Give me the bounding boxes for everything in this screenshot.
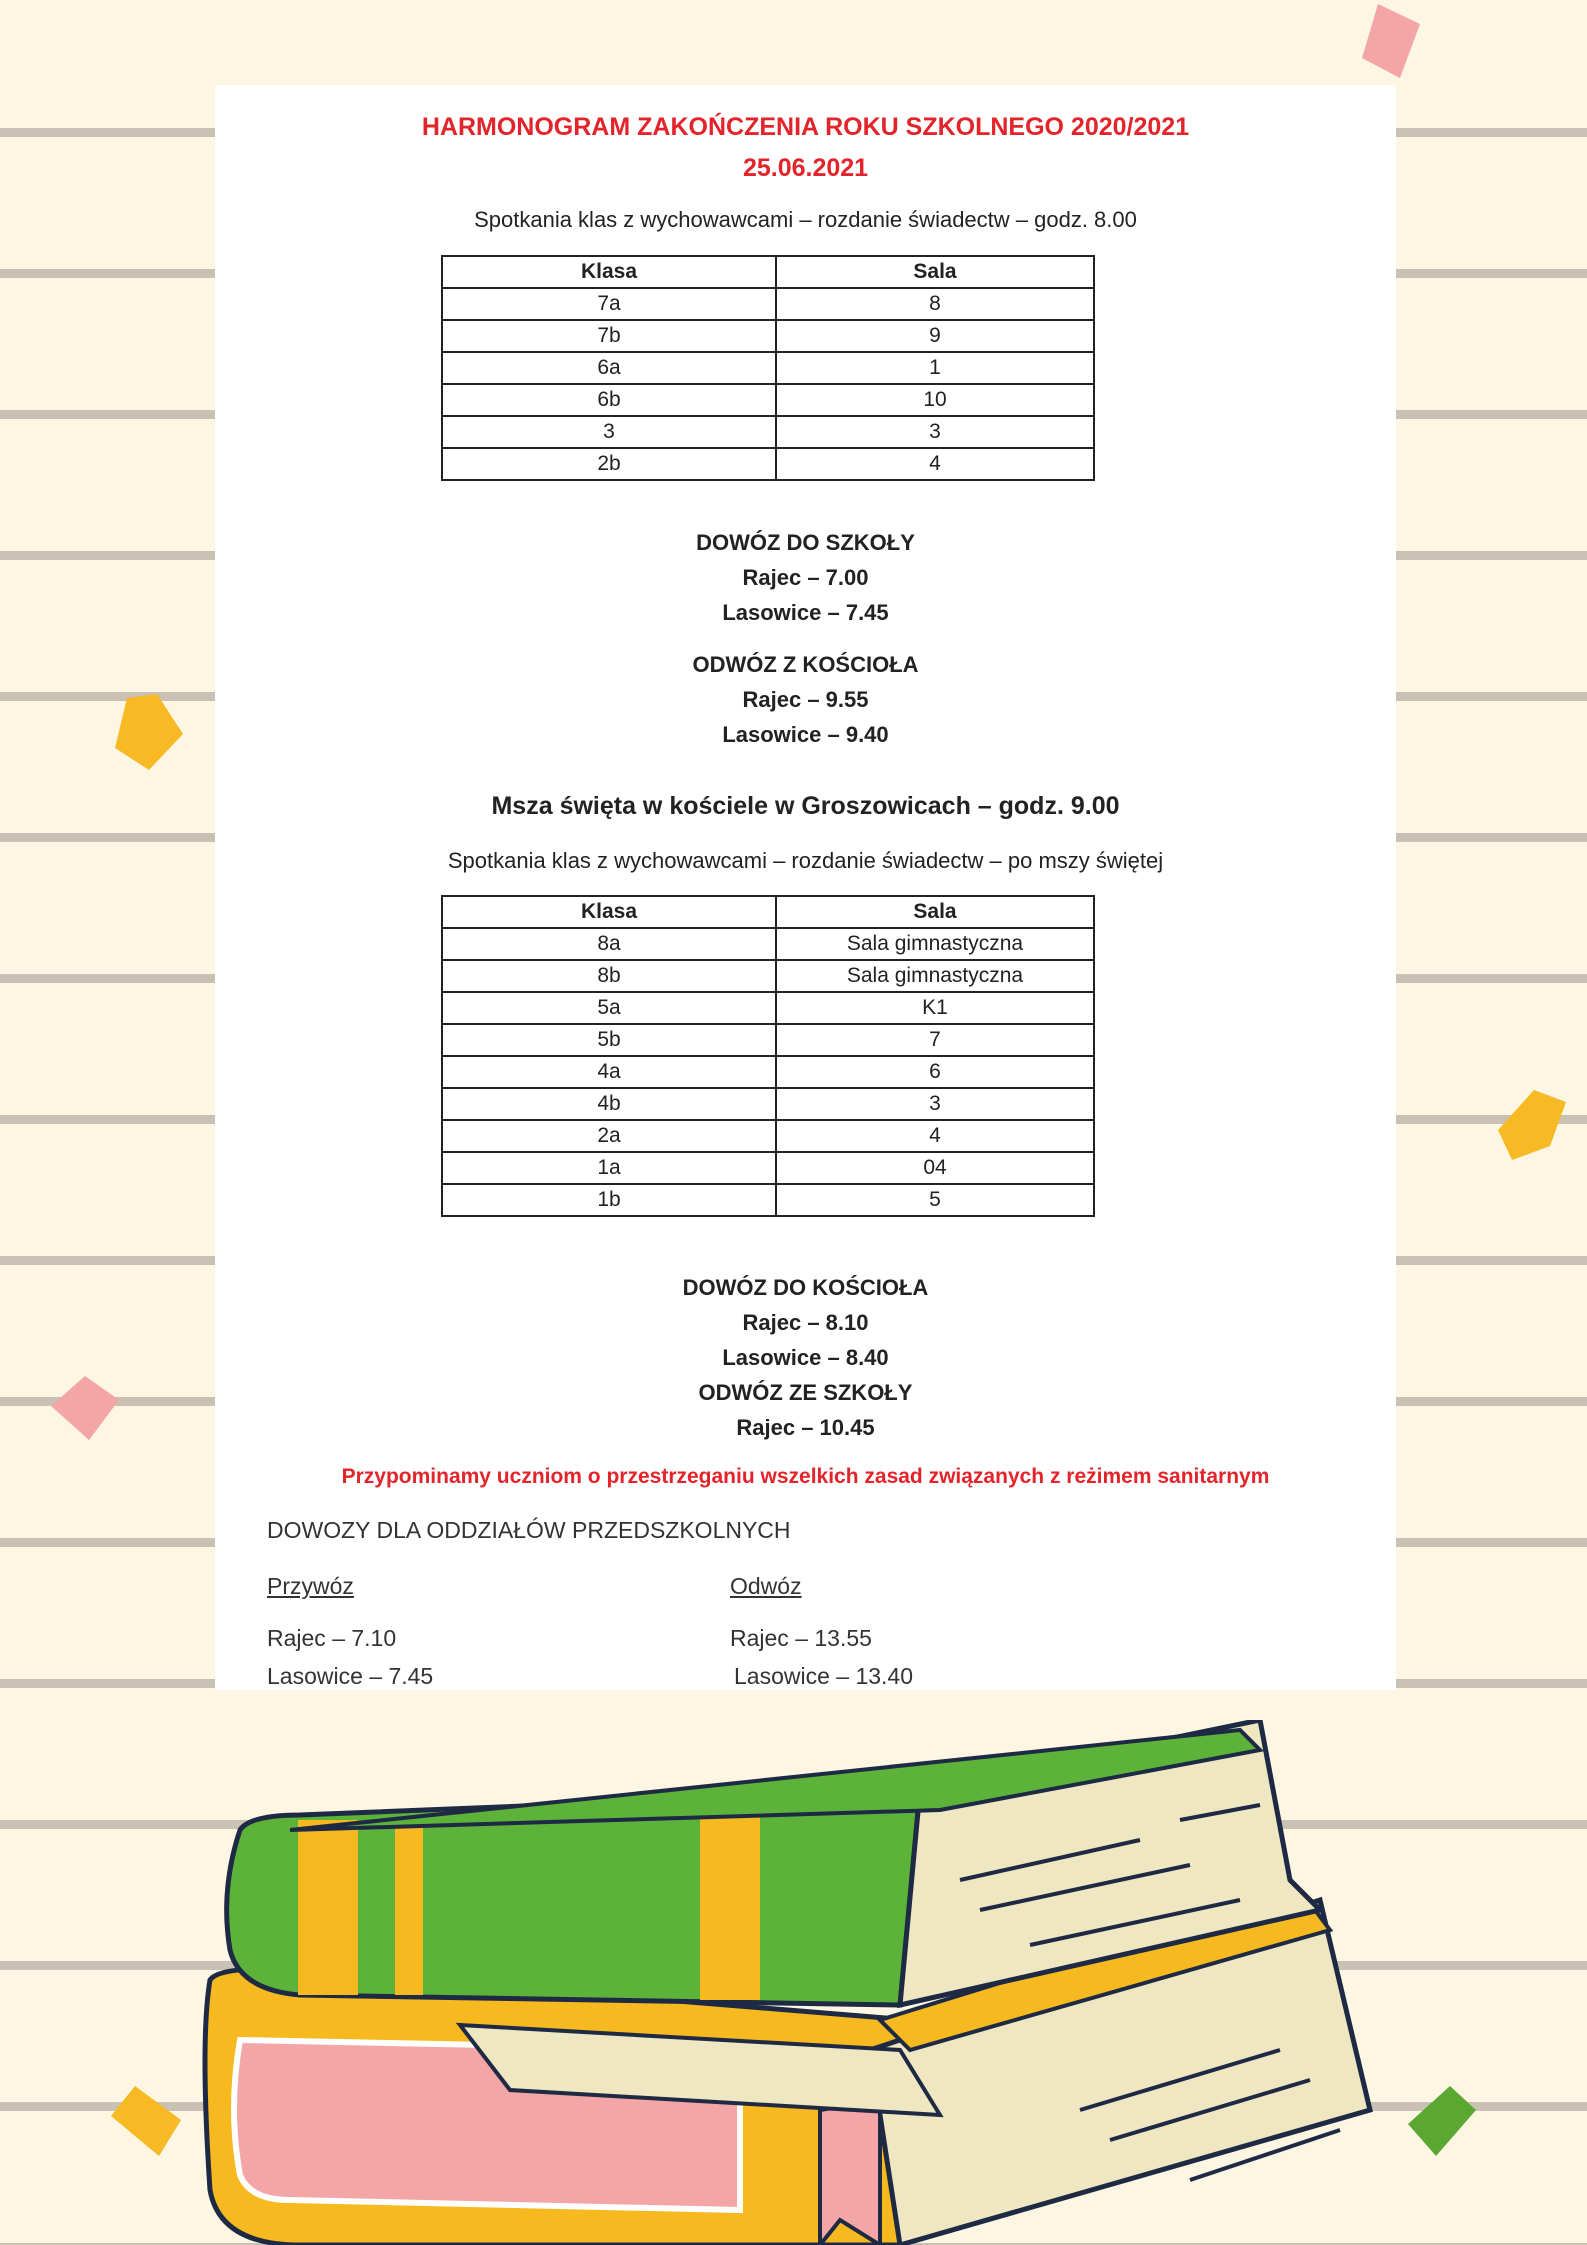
meeting-info-2: Spotkania klas z wychowawcami – rozdanie świadectw – po mszy świętej xyxy=(447,848,1164,873)
table-header-row xyxy=(442,256,1094,288)
preschool-heading: DOWOZY DLA ODDZIAŁÓW PRZEDSZKOLNYCH xyxy=(267,1517,791,1543)
cell-room: Sala gimnastyczna xyxy=(776,960,1094,992)
table-row xyxy=(442,320,1094,352)
table-header-row xyxy=(442,896,1094,928)
transport-from-school-heading: ODWÓZ ZE SZKOŁY xyxy=(698,1380,913,1405)
table-row xyxy=(442,352,1094,384)
cell-room: K1 xyxy=(776,992,1094,1024)
header-sala: Sala xyxy=(776,256,1094,288)
cell-class: 1b xyxy=(442,1184,776,1216)
transport-from-church-heading: ODWÓZ Z KOŚCIOŁA xyxy=(692,652,919,677)
departure-label: Odwóz xyxy=(730,1573,802,1599)
cell-room: 3 xyxy=(776,1088,1094,1120)
confetti-yellow-right xyxy=(1490,1080,1570,1170)
cell-class: 3 xyxy=(442,416,776,448)
departure-line: Lasowice – 13.40 xyxy=(734,1663,914,1689)
arrival-label: Przywóz xyxy=(267,1573,354,1599)
confetti-yellow-bottom-left xyxy=(105,2080,185,2160)
table-row xyxy=(442,992,1094,1024)
cell-room: 5 xyxy=(776,1184,1094,1216)
cell-class: 5b xyxy=(442,1024,776,1056)
cell-room: 4 xyxy=(776,1120,1094,1152)
schedule-document xyxy=(215,85,1396,1690)
table-row xyxy=(442,384,1094,416)
arrival-line: Rajec – 7.10 xyxy=(267,1625,397,1651)
cell-class: 8b xyxy=(442,960,776,992)
transport-to-church-line: Rajec – 8.10 xyxy=(742,1310,869,1335)
transport-from-church-line: Lasowice – 9.40 xyxy=(722,722,889,747)
cell-class: 6a xyxy=(442,352,776,384)
document-date: 25.06.2021 xyxy=(742,154,869,182)
cell-room: 10 xyxy=(776,384,1094,416)
cell-class: 4a xyxy=(442,1056,776,1088)
cell-room: 8 xyxy=(776,288,1094,320)
cell-class: 2a xyxy=(442,1120,776,1152)
meeting-info-1: Spotkania klas z wychowawcami – rozdanie świadectw – godz. 8.00 xyxy=(474,207,1137,232)
confetti-pink-left xyxy=(45,1370,125,1450)
cell-class: 4b xyxy=(442,1088,776,1120)
cell-room: 7 xyxy=(776,1024,1094,1056)
cell-class: 2b xyxy=(442,448,776,480)
transport-to-school-line: Lasowice – 7.45 xyxy=(722,600,889,625)
header-klasa: Klasa xyxy=(442,256,776,288)
cell-room: 9 xyxy=(776,320,1094,352)
table-row xyxy=(442,1088,1094,1120)
cell-room: 1 xyxy=(776,352,1094,384)
confetti-yellow-left xyxy=(105,690,185,780)
mass-info: Msza święta w kościele w Groszowicach – godz. 9.00 xyxy=(491,792,1120,820)
transport-to-church-heading: DOWÓZ DO KOŚCIOŁA xyxy=(682,1275,929,1300)
confetti-pink-top-right xyxy=(1350,0,1430,90)
table-row xyxy=(442,1152,1094,1184)
books-stack-illustration xyxy=(180,1720,1400,2245)
cell-class: 1a xyxy=(442,1152,776,1184)
transport-to-church-line: Lasowice – 8.40 xyxy=(722,1345,889,1370)
transport-from-school-line: Rajec – 10.45 xyxy=(736,1415,875,1440)
table-row xyxy=(442,288,1094,320)
classroom-table-1 xyxy=(441,255,1095,481)
table-row xyxy=(442,1056,1094,1088)
cell-room: Sala gimnastyczna xyxy=(776,928,1094,960)
transport-from-church-line: Rajec – 9.55 xyxy=(742,687,869,712)
arrival-line: Lasowice – 7.45 xyxy=(267,1663,434,1689)
cell-class: 7b xyxy=(442,320,776,352)
document-title: HARMONOGRAM ZAKOŃCZENIA ROKU SZKOLNEGO 2020/2021 xyxy=(421,113,1190,141)
table-row xyxy=(442,448,1094,480)
transport-to-school-line: Rajec – 7.00 xyxy=(742,565,869,590)
header-sala: Sala xyxy=(776,896,1094,928)
cell-room: 3 xyxy=(776,416,1094,448)
cell-class: 5a xyxy=(442,992,776,1024)
table-row xyxy=(442,1184,1094,1216)
transport-to-school-heading: DOWÓZ DO SZKOŁY xyxy=(696,530,915,555)
table-row xyxy=(442,960,1094,992)
table-row xyxy=(442,928,1094,960)
cell-room: 4 xyxy=(776,448,1094,480)
cell-room: 6 xyxy=(776,1056,1094,1088)
cell-class: 7a xyxy=(442,288,776,320)
cell-class: 8a xyxy=(442,928,776,960)
cell-room: 04 xyxy=(776,1152,1094,1184)
header-klasa: Klasa xyxy=(442,896,776,928)
classroom-table-2 xyxy=(441,895,1095,1217)
confetti-green-bottom-right xyxy=(1400,2080,1480,2160)
sanitary-reminder: Przypominamy uczniom o przestrzeganiu wszelkich zasad związanych z reżimem sanitarnym xyxy=(341,1465,1270,1488)
departure-line: Rajec – 13.55 xyxy=(730,1625,872,1651)
table-row xyxy=(442,416,1094,448)
table-row xyxy=(442,1120,1094,1152)
table-row xyxy=(442,1024,1094,1056)
cell-class: 6b xyxy=(442,384,776,416)
